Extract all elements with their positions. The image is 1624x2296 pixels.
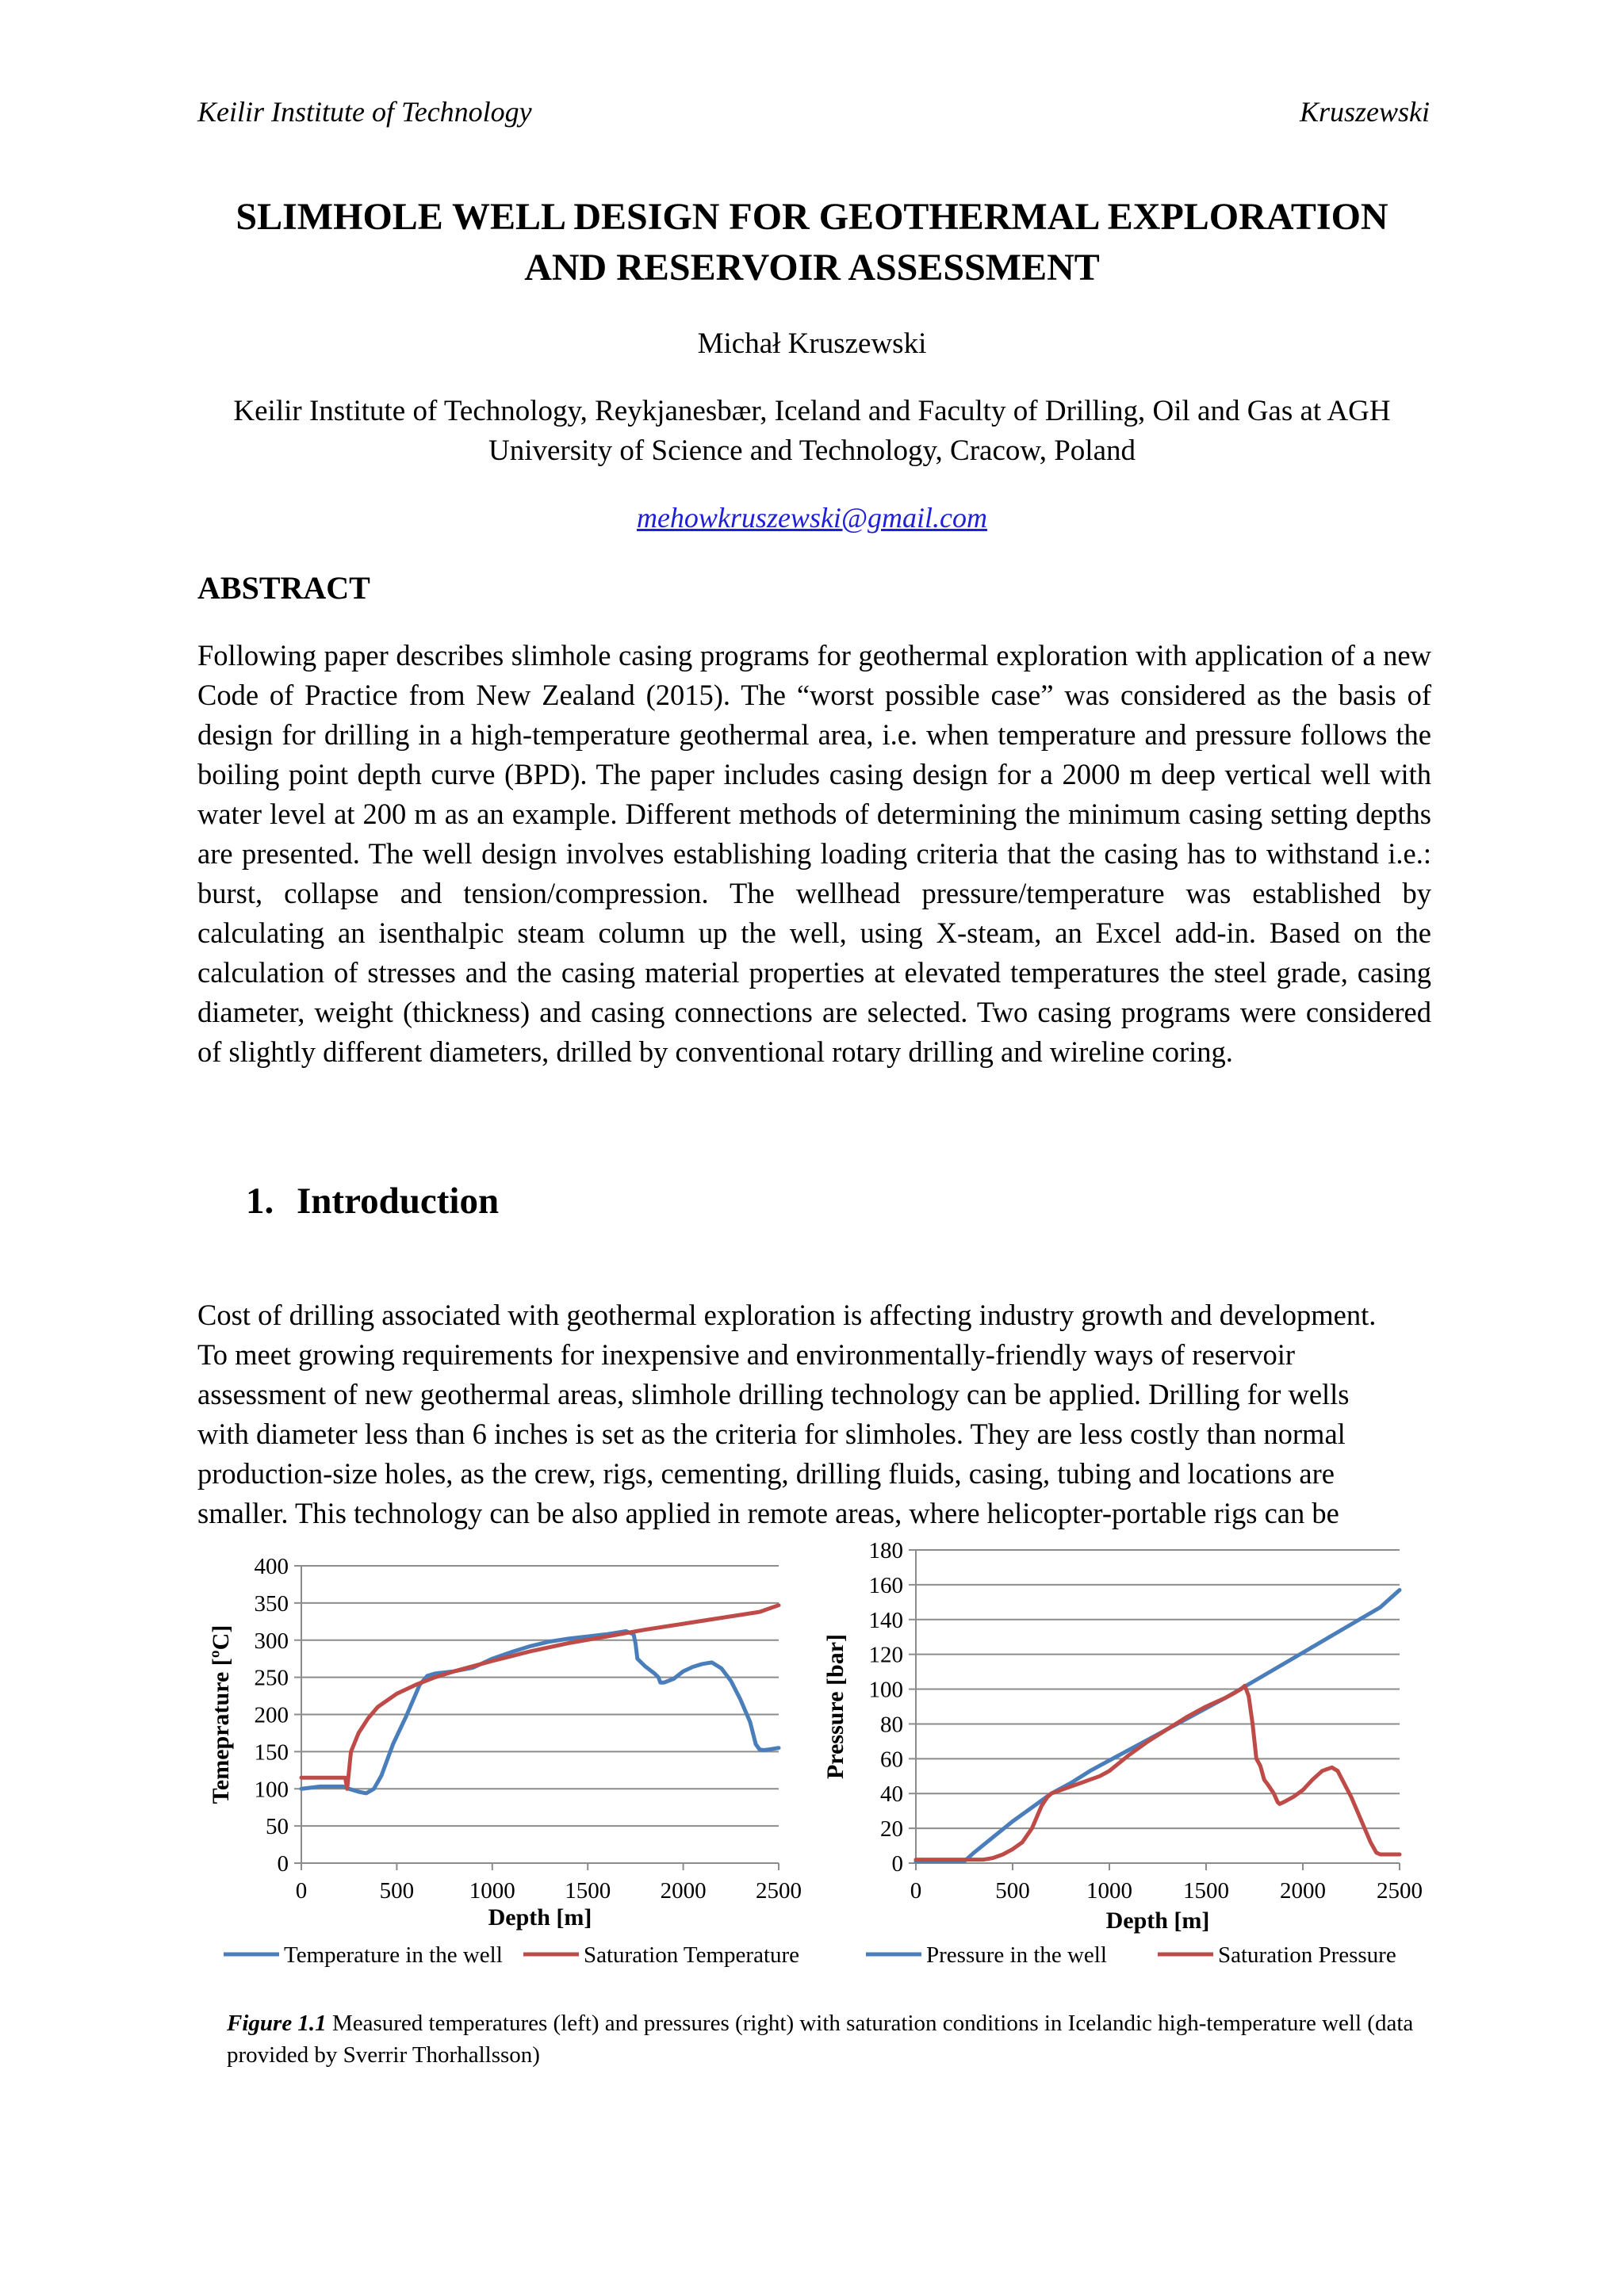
series-line-1 [916, 1590, 1400, 1862]
x-tick-label: 1000 [1086, 1878, 1132, 1904]
x-tick-label: 1500 [1183, 1878, 1229, 1904]
intro-line: production-size holes, as the crew, rigs, cementing, drilling fluids, casing, tubing and locations are [197, 1457, 1335, 1490]
header-institute: Keilir Institute of Technology [197, 96, 532, 128]
title-line-1: SLIMHOLE WELL DESIGN FOR GEOTHERMAL EXPLORATION [236, 196, 1388, 238]
x-tick-label: 500 [379, 1878, 415, 1904]
x-tick-label: 2500 [1377, 1878, 1423, 1904]
y-tick-label: 300 [254, 1628, 289, 1654]
y-axis-label: Temeprature [ºC] [208, 1624, 234, 1804]
y-tick-label: 100 [254, 1777, 289, 1803]
y-axis-label: Pressure [bar] [822, 1633, 848, 1780]
pressure-chart [817, 1530, 1443, 1974]
x-tick-label: 2500 [756, 1878, 802, 1904]
intro-line: Cost of drilling associated with geothermal exploration is affecting industry growth and development. [197, 1299, 1377, 1331]
y-tick-label: 180 [868, 1538, 903, 1563]
y-tick-label: 80 [880, 1712, 903, 1738]
author-name: Michał Kruszewski [697, 327, 927, 360]
caption-text: Measured temperatures (left) and pressures (right) with saturation conditions in Icelandic high-temperature well (data provided by Sverrir Thorhallsson) [227, 2011, 1414, 2068]
y-tick-label: 0 [277, 1851, 289, 1877]
x-axis-label: Depth [m] [1105, 1908, 1210, 1934]
y-tick-label: 140 [868, 1607, 903, 1633]
figure-caption [227, 2007, 1424, 2071]
intro-line: with diameter less than 6 inches is set as the criteria for slimholes. They are less costly than normal [197, 1418, 1346, 1450]
intro-line: smaller. This technology can be also applied in remote areas, where helicopter-portable rigs can be [197, 1497, 1339, 1529]
title-line-2: AND RESERVOIR ASSESSMENT [524, 247, 1100, 289]
intro-paragraph [197, 1295, 1442, 1533]
y-tick-label: 100 [868, 1677, 903, 1703]
section-title: Introduction [297, 1181, 500, 1222]
caption-label: Figure 1.1 [227, 2011, 327, 2036]
x-tick-label: 0 [295, 1878, 308, 1904]
y-tick-label: 50 [266, 1814, 289, 1840]
x-tick-label: 2000 [1280, 1878, 1326, 1904]
temperature-chart [198, 1536, 809, 1973]
y-tick-label: 20 [880, 1816, 903, 1843]
legend-label: Temperature in the well [284, 1942, 503, 1968]
abstract-heading: ABSTRACT [197, 570, 370, 606]
y-tick-label: 40 [880, 1781, 903, 1808]
intro-line: To meet growing requirements for inexpensive and environmentally-friendly ways of reservoir [197, 1338, 1296, 1371]
email-link[interactable]: mehowkruszewski@gmail.com [636, 502, 988, 534]
y-tick-label: 0 [891, 1851, 903, 1877]
y-tick-label: 150 [254, 1739, 289, 1766]
x-tick-label: 0 [910, 1878, 922, 1904]
section-number: 1. [246, 1181, 274, 1222]
x-tick-label: 1500 [565, 1878, 611, 1904]
section-heading [246, 1180, 499, 1223]
y-tick-label: 120 [868, 1642, 903, 1668]
y-tick-label: 200 [254, 1702, 289, 1728]
series-line-2 [916, 1686, 1400, 1859]
x-tick-label: 1000 [469, 1878, 515, 1904]
legend-label: Saturation Pressure [1218, 1942, 1396, 1968]
x-tick-label: 500 [995, 1878, 1030, 1904]
legend-label: Pressure in the well [926, 1942, 1107, 1968]
y-tick-label: 250 [254, 1665, 289, 1691]
x-tick-label: 2000 [660, 1878, 707, 1904]
y-tick-label: 160 [868, 1572, 903, 1598]
paper-title [127, 192, 1497, 293]
abstract-text: Following paper describes slimhole casing programs for geothermal exploration with application of a new Code of Practice from New Zealand (2015). The “worst possible case” was considered as the basis of design for drilling in a high-temperature geothermal area, i.e. when temperature and pressure follows the boiling point depth curve (BPD). The paper includes casing design for a 2000 m deep vertical well with water level at 200 m as an example. Different methods of determining the minimum casing setting depths are presented. The well design involves establishing loading criteria that the casing has to withstand i.e.: burst, collapse and tension/compression. The wellhead pressure/temperature was established by calculating an isenthalpic steam column up the well, using X-steam, an Excel add-in. Based on the calculation of stresses and the casing material properties at elevated temperatures the steel grade, casing diameter, weight (thickness) and casing connections are selected. Two casing programs were considered of slightly different diameters, drilled by conventional rotary drilling and wireline coring. [197, 639, 1431, 1068]
x-axis-label: Depth [m] [488, 1904, 592, 1931]
y-tick-label: 350 [254, 1590, 289, 1617]
header-author: Kruszewski [1299, 96, 1430, 128]
series-line-2 [301, 1605, 779, 1789]
email-line [0, 501, 1624, 534]
y-tick-label: 60 [880, 1747, 903, 1773]
intro-line: assessment of new geothermal areas, slimhole drilling technology can be applied. Drilling for wells [197, 1378, 1350, 1410]
affiliation: Keilir Institute of Technology, Reykjanesbær, Iceland and Faculty of Drilling, Oil and Gas at AGH University of Science and Technology, Cracow, Poland [233, 395, 1391, 467]
y-tick-label: 400 [254, 1554, 289, 1579]
legend-label: Saturation Temperature [584, 1942, 800, 1968]
